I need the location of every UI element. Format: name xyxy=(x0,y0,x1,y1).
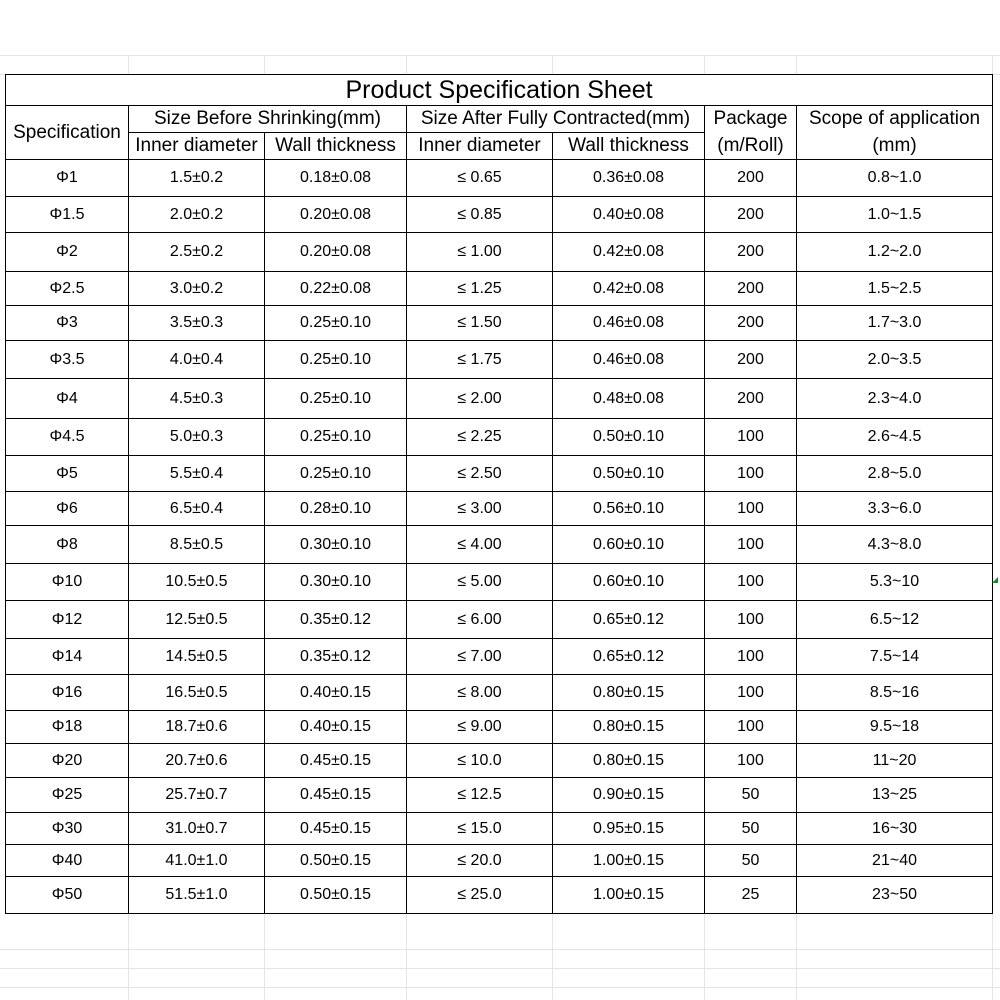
scope-cell: 1.0~1.5 xyxy=(797,197,993,233)
inner-diameter-before-cell: 20.7±0.6 xyxy=(129,744,265,778)
inner-diameter-after-cell: ≤ 0.85 xyxy=(407,197,553,233)
scope-cell: 11~20 xyxy=(797,744,993,778)
inner-diameter-before-cell: 5.5±0.4 xyxy=(129,456,265,492)
inner-diameter-before-cell: 8.5±0.5 xyxy=(129,526,265,564)
package-cell: 25 xyxy=(705,877,797,914)
inner-diameter-after-cell: ≤ 6.00 xyxy=(407,601,553,639)
table-row xyxy=(6,526,993,564)
scope-cell: 13~25 xyxy=(797,778,993,813)
wall-thickness-before-cell: 0.20±0.08 xyxy=(265,197,407,233)
wall-thickness-after-cell: 0.65±0.12 xyxy=(553,601,705,639)
scope-cell: 0.8~1.0 xyxy=(797,160,993,197)
scope-cell: 8.5~16 xyxy=(797,675,993,711)
inner-diameter-after-cell: ≤ 2.25 xyxy=(407,419,553,456)
spec-cell: Φ4.5 xyxy=(6,419,129,456)
inner-diameter-before-cell: 10.5±0.5 xyxy=(129,564,265,601)
scope-cell: 21~40 xyxy=(797,845,993,877)
inner-diameter-after-cell: ≤ 2.50 xyxy=(407,456,553,492)
package-cell: 200 xyxy=(705,341,797,379)
inner-diameter-before-cell: 41.0±1.0 xyxy=(129,845,265,877)
wall-thickness-after-cell: 0.42±0.08 xyxy=(553,272,705,306)
table-row xyxy=(6,778,993,813)
spec-cell: Φ20 xyxy=(6,744,129,778)
cell-marker-icon xyxy=(990,577,998,583)
inner-diameter-before-cell: 18.7±0.6 xyxy=(129,711,265,744)
scope-cell: 2.6~4.5 xyxy=(797,419,993,456)
wall-thickness-before-cell: 0.45±0.15 xyxy=(265,744,407,778)
spec-cell: Φ18 xyxy=(6,711,129,744)
package-cell: 50 xyxy=(705,778,797,813)
wall-thickness-before-cell: 0.20±0.08 xyxy=(265,233,407,272)
spec-cell: Φ2 xyxy=(6,233,129,272)
scope-cell: 2.8~5.0 xyxy=(797,456,993,492)
package-cell: 100 xyxy=(705,564,797,601)
wall-thickness-before-cell: 0.25±0.10 xyxy=(265,419,407,456)
package-cell: 100 xyxy=(705,526,797,564)
table-row xyxy=(6,711,993,744)
package-cell: 200 xyxy=(705,160,797,197)
scope-cell: 1.7~3.0 xyxy=(797,306,993,341)
spec-cell: Φ50 xyxy=(6,877,129,914)
wall-thickness-after-cell: 0.56±0.10 xyxy=(553,492,705,526)
wall-thickness-after-cell: 0.40±0.08 xyxy=(553,197,705,233)
package-cell: 100 xyxy=(705,492,797,526)
package-cell: 50 xyxy=(705,813,797,845)
header-wall-thickness-before: Wall thickness xyxy=(265,133,407,160)
inner-diameter-before-cell: 3.5±0.3 xyxy=(129,306,265,341)
package-cell: 100 xyxy=(705,456,797,492)
spec-cell: Φ2.5 xyxy=(6,272,129,306)
wall-thickness-after-cell: 0.80±0.15 xyxy=(553,744,705,778)
scope-cell: 3.3~6.0 xyxy=(797,492,993,526)
wall-thickness-after-cell: 1.00±0.15 xyxy=(553,877,705,914)
package-cell: 50 xyxy=(705,845,797,877)
wall-thickness-after-cell: 0.46±0.08 xyxy=(553,341,705,379)
inner-diameter-after-cell: ≤ 2.00 xyxy=(407,379,553,419)
table-row xyxy=(6,233,993,272)
package-cell: 100 xyxy=(705,639,797,675)
header-scope-of-application: Scope of application xyxy=(797,106,993,133)
wall-thickness-after-cell: 0.48±0.08 xyxy=(553,379,705,419)
inner-diameter-after-cell: ≤ 1.00 xyxy=(407,233,553,272)
table-row xyxy=(6,160,993,197)
wall-thickness-before-cell: 0.40±0.15 xyxy=(265,675,407,711)
table-row xyxy=(6,379,993,419)
inner-diameter-before-cell: 2.0±0.2 xyxy=(129,197,265,233)
gridline-horizontal xyxy=(0,987,1000,988)
header-package: Package xyxy=(705,106,797,133)
spec-cell: Φ3 xyxy=(6,306,129,341)
wall-thickness-before-cell: 0.25±0.10 xyxy=(265,306,407,341)
wall-thickness-after-cell: 1.00±0.15 xyxy=(553,845,705,877)
inner-diameter-after-cell: ≤ 25.0 xyxy=(407,877,553,914)
wall-thickness-after-cell: 0.80±0.15 xyxy=(553,711,705,744)
header-size-after-contracted: Size After Fully Contracted(mm) xyxy=(407,106,705,133)
inner-diameter-after-cell: ≤ 1.25 xyxy=(407,272,553,306)
inner-diameter-before-cell: 2.5±0.2 xyxy=(129,233,265,272)
header-specification: Specification xyxy=(6,106,129,160)
header-inner-diameter-before: Inner diameter xyxy=(129,133,265,160)
spec-cell: Φ30 xyxy=(6,813,129,845)
inner-diameter-before-cell: 14.5±0.5 xyxy=(129,639,265,675)
table-row xyxy=(6,492,993,526)
table-row xyxy=(6,564,993,601)
scope-cell: 9.5~18 xyxy=(797,711,993,744)
wall-thickness-before-cell: 0.22±0.08 xyxy=(265,272,407,306)
wall-thickness-before-cell: 0.25±0.10 xyxy=(265,379,407,419)
inner-diameter-before-cell: 31.0±0.7 xyxy=(129,813,265,845)
spec-cell: Φ40 xyxy=(6,845,129,877)
header-scope-unit: (mm) xyxy=(797,133,993,160)
table-row xyxy=(6,845,993,877)
wall-thickness-after-cell: 0.65±0.12 xyxy=(553,639,705,675)
gridline-horizontal xyxy=(0,55,1000,56)
inner-diameter-before-cell: 12.5±0.5 xyxy=(129,601,265,639)
wall-thickness-before-cell: 0.25±0.10 xyxy=(265,456,407,492)
spec-cell: Φ16 xyxy=(6,675,129,711)
inner-diameter-after-cell: ≤ 1.50 xyxy=(407,306,553,341)
scope-cell: 4.3~8.0 xyxy=(797,526,993,564)
package-cell: 100 xyxy=(705,711,797,744)
wall-thickness-before-cell: 0.18±0.08 xyxy=(265,160,407,197)
wall-thickness-before-cell: 0.40±0.15 xyxy=(265,711,407,744)
sheet-title: Product Specification Sheet xyxy=(6,75,993,106)
scope-cell: 2.0~3.5 xyxy=(797,341,993,379)
header-inner-diameter-after: Inner diameter xyxy=(407,133,553,160)
header-package-unit: (m/Roll) xyxy=(705,133,797,160)
table-row xyxy=(6,341,993,379)
inner-diameter-after-cell: ≤ 10.0 xyxy=(407,744,553,778)
wall-thickness-before-cell: 0.50±0.15 xyxy=(265,877,407,914)
wall-thickness-after-cell: 0.46±0.08 xyxy=(553,306,705,341)
table-row xyxy=(6,601,993,639)
header-size-before-shrinking: Size Before Shrinking(mm) xyxy=(129,106,407,133)
wall-thickness-after-cell: 0.50±0.10 xyxy=(553,456,705,492)
spec-cell: Φ6 xyxy=(6,492,129,526)
wall-thickness-before-cell: 0.50±0.15 xyxy=(265,845,407,877)
inner-diameter-after-cell: ≤ 0.65 xyxy=(407,160,553,197)
table-row xyxy=(6,306,993,341)
wall-thickness-after-cell: 0.90±0.15 xyxy=(553,778,705,813)
spec-cell: Φ25 xyxy=(6,778,129,813)
spec-cell: Φ10 xyxy=(6,564,129,601)
package-cell: 200 xyxy=(705,379,797,419)
inner-diameter-after-cell: ≤ 3.00 xyxy=(407,492,553,526)
header-wall-thickness-after: Wall thickness xyxy=(553,133,705,160)
spec-table xyxy=(5,74,993,914)
scope-cell: 2.3~4.0 xyxy=(797,379,993,419)
wall-thickness-before-cell: 0.25±0.10 xyxy=(265,341,407,379)
inner-diameter-before-cell: 4.5±0.3 xyxy=(129,379,265,419)
spec-cell: Φ12 xyxy=(6,601,129,639)
wall-thickness-before-cell: 0.45±0.15 xyxy=(265,813,407,845)
spec-cell: Φ3.5 xyxy=(6,341,129,379)
table-row xyxy=(6,639,993,675)
wall-thickness-after-cell: 0.42±0.08 xyxy=(553,233,705,272)
scope-cell: 7.5~14 xyxy=(797,639,993,675)
wall-thickness-before-cell: 0.35±0.12 xyxy=(265,639,407,675)
table-row xyxy=(6,197,993,233)
inner-diameter-after-cell: ≤ 15.0 xyxy=(407,813,553,845)
spec-cell: Φ4 xyxy=(6,379,129,419)
table-row xyxy=(6,744,993,778)
wall-thickness-before-cell: 0.35±0.12 xyxy=(265,601,407,639)
package-cell: 200 xyxy=(705,197,797,233)
inner-diameter-after-cell: ≤ 20.0 xyxy=(407,845,553,877)
scope-cell: 6.5~12 xyxy=(797,601,993,639)
wall-thickness-after-cell: 0.60±0.10 xyxy=(553,526,705,564)
package-cell: 100 xyxy=(705,601,797,639)
package-cell: 200 xyxy=(705,272,797,306)
inner-diameter-after-cell: ≤ 5.00 xyxy=(407,564,553,601)
wall-thickness-before-cell: 0.30±0.10 xyxy=(265,564,407,601)
gridline-horizontal xyxy=(0,949,1000,950)
wall-thickness-before-cell: 0.45±0.15 xyxy=(265,778,407,813)
inner-diameter-before-cell: 25.7±0.7 xyxy=(129,778,265,813)
package-cell: 200 xyxy=(705,233,797,272)
wall-thickness-before-cell: 0.28±0.10 xyxy=(265,492,407,526)
inner-diameter-before-cell: 51.5±1.0 xyxy=(129,877,265,914)
package-cell: 200 xyxy=(705,306,797,341)
gridline-horizontal xyxy=(0,968,1000,969)
table-row xyxy=(6,877,993,914)
wall-thickness-after-cell: 0.50±0.10 xyxy=(553,419,705,456)
package-cell: 100 xyxy=(705,675,797,711)
table-row xyxy=(6,675,993,711)
inner-diameter-after-cell: ≤ 9.00 xyxy=(407,711,553,744)
table-row xyxy=(6,419,993,456)
scope-cell: 1.5~2.5 xyxy=(797,272,993,306)
wall-thickness-after-cell: 0.80±0.15 xyxy=(553,675,705,711)
inner-diameter-before-cell: 5.0±0.3 xyxy=(129,419,265,456)
inner-diameter-before-cell: 4.0±0.4 xyxy=(129,341,265,379)
inner-diameter-after-cell: ≤ 7.00 xyxy=(407,639,553,675)
spec-cell: Φ8 xyxy=(6,526,129,564)
package-cell: 100 xyxy=(705,419,797,456)
inner-diameter-before-cell: 1.5±0.2 xyxy=(129,160,265,197)
wall-thickness-after-cell: 0.95±0.15 xyxy=(553,813,705,845)
inner-diameter-after-cell: ≤ 4.00 xyxy=(407,526,553,564)
package-cell: 100 xyxy=(705,744,797,778)
wall-thickness-after-cell: 0.36±0.08 xyxy=(553,160,705,197)
inner-diameter-before-cell: 16.5±0.5 xyxy=(129,675,265,711)
spec-cell: Φ1 xyxy=(6,160,129,197)
spec-cell: Φ5 xyxy=(6,456,129,492)
wall-thickness-before-cell: 0.30±0.10 xyxy=(265,526,407,564)
table-row xyxy=(6,456,993,492)
table-row xyxy=(6,272,993,306)
spec-cell: Φ1.5 xyxy=(6,197,129,233)
scope-cell: 1.2~2.0 xyxy=(797,233,993,272)
inner-diameter-after-cell: ≤ 8.00 xyxy=(407,675,553,711)
scope-cell: 5.3~10 xyxy=(797,564,993,601)
inner-diameter-before-cell: 3.0±0.2 xyxy=(129,272,265,306)
table-row xyxy=(6,813,993,845)
scope-cell: 23~50 xyxy=(797,877,993,914)
inner-diameter-after-cell: ≤ 1.75 xyxy=(407,341,553,379)
scope-cell: 16~30 xyxy=(797,813,993,845)
wall-thickness-after-cell: 0.60±0.10 xyxy=(553,564,705,601)
inner-diameter-after-cell: ≤ 12.5 xyxy=(407,778,553,813)
spec-cell: Φ14 xyxy=(6,639,129,675)
inner-diameter-before-cell: 6.5±0.4 xyxy=(129,492,265,526)
